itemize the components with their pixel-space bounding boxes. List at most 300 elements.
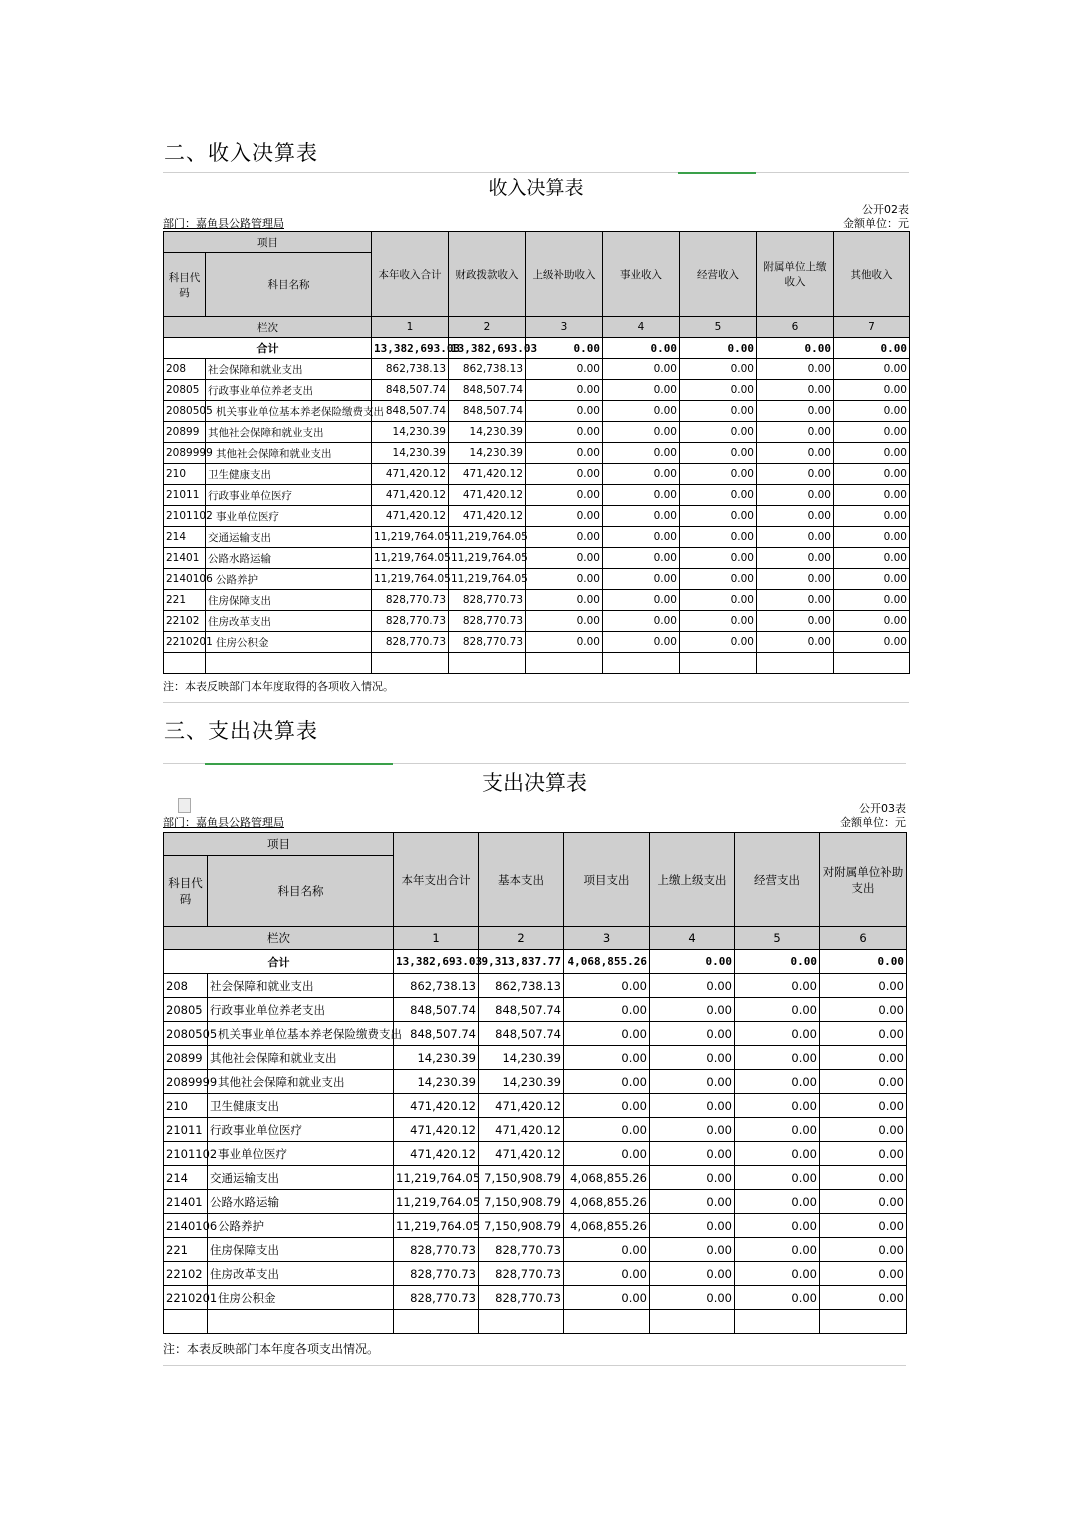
income-col-header: 上级补助收入 xyxy=(526,232,603,317)
subject-name-cell: 公路水路运输 xyxy=(208,1190,394,1214)
expense-lanci-cell: 2 xyxy=(479,927,564,950)
empty-cell xyxy=(479,1310,564,1334)
subject-code-cell: 20805 xyxy=(164,998,208,1022)
income-lanci-cell: 5 xyxy=(680,317,757,338)
amount-cell: 0.00 xyxy=(564,1262,650,1286)
amount-cell: 828,770.73 xyxy=(372,632,449,653)
subject-code-cell: 210 xyxy=(164,464,206,485)
empty-row xyxy=(164,1310,907,1334)
subject-name-cell: 行政事业单位医疗 xyxy=(208,1118,394,1142)
amount-cell: 0.00 xyxy=(735,1118,820,1142)
table-row xyxy=(164,1070,907,1094)
subject-name-cell: 住房公积金 xyxy=(206,632,372,653)
amount-cell: 828,770.73 xyxy=(479,1286,564,1310)
expense-lanci-label: 栏次 xyxy=(164,927,394,950)
amount-cell: 0.00 xyxy=(820,1022,907,1046)
amount-cell: 4,068,855.26 xyxy=(564,1214,650,1238)
income-sheet xyxy=(163,172,909,703)
amount-cell: 0.00 xyxy=(834,443,910,464)
amount-cell: 848,507.74 xyxy=(479,1022,564,1046)
amount-cell: 0.00 xyxy=(680,548,757,569)
subject-code-cell: 2080505 xyxy=(164,1022,208,1046)
table-row xyxy=(164,1142,907,1166)
empty-cell xyxy=(526,653,603,674)
expense-total-cell: 4,068,855.26 xyxy=(564,950,650,974)
subject-code-cell: 2080505 xyxy=(164,401,206,422)
amount-cell: 0.00 xyxy=(680,464,757,485)
amount-cell: 0.00 xyxy=(757,443,834,464)
amount-cell: 0.00 xyxy=(735,974,820,998)
amount-cell: 0.00 xyxy=(735,1070,820,1094)
amount-cell: 0.00 xyxy=(680,506,757,527)
amount-cell: 0.00 xyxy=(564,1070,650,1094)
subject-name-cell: 机关事业单位基本养老保险缴费支出 xyxy=(208,1022,394,1046)
amount-cell: 0.00 xyxy=(680,422,757,443)
amount-cell: 0.00 xyxy=(603,443,680,464)
subject-code-cell: 2210201 xyxy=(164,1286,208,1310)
amount-cell: 0.00 xyxy=(526,611,603,632)
subject-code-cell: 20805 xyxy=(164,380,206,401)
subject-code-cell: 21401 xyxy=(164,548,206,569)
amount-cell: 0.00 xyxy=(757,359,834,380)
expense-header-group: 项目 xyxy=(164,833,394,856)
amount-cell: 848,507.74 xyxy=(449,401,526,422)
amount-cell: 0.00 xyxy=(650,1214,735,1238)
empty-cell xyxy=(164,1310,208,1334)
amount-cell: 0.00 xyxy=(820,1046,907,1070)
amount-cell: 7,150,908.79 xyxy=(479,1190,564,1214)
amount-cell: 0.00 xyxy=(603,611,680,632)
amount-cell: 471,420.12 xyxy=(394,1118,479,1142)
subject-code-cell: 20899 xyxy=(164,422,206,443)
amount-cell: 0.00 xyxy=(603,590,680,611)
empty-cell xyxy=(394,1310,479,1334)
amount-cell: 0.00 xyxy=(526,569,603,590)
amount-cell: 0.00 xyxy=(735,1286,820,1310)
expense-total-label: 合计 xyxy=(164,950,394,974)
amount-cell: 0.00 xyxy=(680,401,757,422)
amount-cell: 0.00 xyxy=(603,464,680,485)
table-row xyxy=(164,380,910,401)
subject-name-cell: 社会保障和就业支出 xyxy=(206,359,372,380)
amount-cell: 7,150,908.79 xyxy=(479,1214,564,1238)
expense-lanci-cell: 6 xyxy=(820,927,907,950)
subject-code-cell: 21011 xyxy=(164,1118,208,1142)
amount-cell: 0.00 xyxy=(603,380,680,401)
subject-name-cell: 行政事业单位养老支出 xyxy=(206,380,372,401)
amount-cell: 0.00 xyxy=(526,548,603,569)
amount-cell: 0.00 xyxy=(834,632,910,653)
subject-name-cell: 交通运输支出 xyxy=(208,1166,394,1190)
amount-cell: 828,770.73 xyxy=(372,590,449,611)
empty-cell xyxy=(735,1310,820,1334)
subject-code-cell: 221 xyxy=(164,590,206,611)
expense-section-heading: 三、支出决算表 xyxy=(164,719,318,743)
table-row xyxy=(164,611,910,632)
subject-name-cell: 公路水路运输 xyxy=(206,548,372,569)
expense-note: 注：本表反映部门本年度各项支出情况。 xyxy=(163,1342,380,1356)
empty-cell xyxy=(680,653,757,674)
expense-lanci-cell: 3 xyxy=(564,927,650,950)
amount-cell: 0.00 xyxy=(735,1142,820,1166)
table-row xyxy=(164,527,910,548)
expense-table-title: 支出决算表 xyxy=(482,771,587,795)
amount-cell: 0.00 xyxy=(757,611,834,632)
amount-cell: 11,219,764.05 xyxy=(449,548,526,569)
income-table-title: 收入决算表 xyxy=(488,177,584,199)
subject-code-cell: 210 xyxy=(164,1094,208,1118)
amount-cell: 0.00 xyxy=(564,1142,650,1166)
amount-cell: 0.00 xyxy=(820,1118,907,1142)
amount-cell: 0.00 xyxy=(526,422,603,443)
amount-cell: 0.00 xyxy=(526,632,603,653)
amount-cell: 0.00 xyxy=(526,359,603,380)
amount-cell: 0.00 xyxy=(564,1046,650,1070)
amount-cell: 0.00 xyxy=(526,401,603,422)
amount-cell: 4,068,855.26 xyxy=(564,1166,650,1190)
amount-cell: 0.00 xyxy=(650,1262,735,1286)
expense-total-cell: 0.00 xyxy=(650,950,735,974)
income-lanci-cell: 1 xyxy=(372,317,449,338)
amount-cell: 471,420.12 xyxy=(372,506,449,527)
income-table xyxy=(163,231,910,674)
amount-cell: 0.00 xyxy=(834,464,910,485)
amount-cell: 0.00 xyxy=(526,464,603,485)
income-total-cell: 0.00 xyxy=(603,338,680,359)
amount-cell: 471,420.12 xyxy=(449,506,526,527)
income-total-cell: 0.00 xyxy=(526,338,603,359)
income-total-cell: 0.00 xyxy=(757,338,834,359)
amount-cell: 0.00 xyxy=(564,974,650,998)
expense-form-no: 公开03表 xyxy=(859,802,906,815)
amount-cell: 0.00 xyxy=(757,590,834,611)
subject-name-cell: 公路养护 xyxy=(206,569,372,590)
amount-cell: 0.00 xyxy=(603,359,680,380)
amount-cell: 0.00 xyxy=(820,1238,907,1262)
subject-name-cell: 事业单位医疗 xyxy=(208,1142,394,1166)
amount-cell: 0.00 xyxy=(834,380,910,401)
amount-cell: 848,507.74 xyxy=(394,998,479,1022)
expense-lanci-cell: 5 xyxy=(735,927,820,950)
income-col-code-header: 科目代码 xyxy=(164,253,206,317)
table-row xyxy=(164,485,910,506)
amount-cell: 0.00 xyxy=(650,1142,735,1166)
amount-cell: 11,219,764.05 xyxy=(394,1166,479,1190)
income-col-header: 经营收入 xyxy=(680,232,757,317)
income-department: 部门：嘉鱼县公路管理局 xyxy=(163,217,284,230)
subject-name-cell: 住房保障支出 xyxy=(206,590,372,611)
amount-cell: 0.00 xyxy=(820,1286,907,1310)
amount-cell: 0.00 xyxy=(757,548,834,569)
amount-cell: 0.00 xyxy=(650,1070,735,1094)
subject-name-cell: 其他社会保障和就业支出 xyxy=(206,422,372,443)
amount-cell: 0.00 xyxy=(680,611,757,632)
amount-cell: 0.00 xyxy=(834,548,910,569)
subject-code-cell: 208 xyxy=(164,359,206,380)
amount-cell: 0.00 xyxy=(834,422,910,443)
amount-cell: 11,219,764.05 xyxy=(449,527,526,548)
amount-cell: 0.00 xyxy=(735,1190,820,1214)
table-row xyxy=(164,548,910,569)
amount-cell: 7,150,908.79 xyxy=(479,1166,564,1190)
amount-cell: 0.00 xyxy=(650,974,735,998)
subject-name-cell: 公路养护 xyxy=(208,1214,394,1238)
subject-code-cell: 22102 xyxy=(164,1262,208,1286)
table-row xyxy=(164,1094,907,1118)
amount-cell: 0.00 xyxy=(650,1046,735,1070)
amount-cell: 0.00 xyxy=(834,401,910,422)
expense-total-cell: 13,382,693.03 xyxy=(394,950,479,974)
amount-cell: 848,507.74 xyxy=(449,380,526,401)
amount-cell: 0.00 xyxy=(820,1190,907,1214)
subject-name-cell: 行政事业单位养老支出 xyxy=(208,998,394,1022)
cell-cursor-mark xyxy=(678,172,756,174)
subject-name-cell: 社会保障和就业支出 xyxy=(208,974,394,998)
income-total-cell: 13,382,693.03 xyxy=(372,338,449,359)
amount-cell: 0.00 xyxy=(820,998,907,1022)
table-row xyxy=(164,1022,907,1046)
amount-cell: 0.00 xyxy=(650,1118,735,1142)
amount-cell: 0.00 xyxy=(735,1022,820,1046)
expense-col-name-header: 科目名称 xyxy=(208,856,394,927)
amount-cell: 0.00 xyxy=(735,1094,820,1118)
empty-cell xyxy=(820,1310,907,1334)
subject-code-cell: 214 xyxy=(164,1166,208,1190)
income-lanci-cell: 4 xyxy=(603,317,680,338)
subject-name-cell: 事业单位医疗 xyxy=(206,506,372,527)
amount-cell: 0.00 xyxy=(603,422,680,443)
income-lanci-label: 栏次 xyxy=(164,317,372,338)
subject-name-cell: 住房公积金 xyxy=(208,1286,394,1310)
amount-cell: 862,738.13 xyxy=(449,359,526,380)
expense-department: 部门：嘉鱼县公路管理局 xyxy=(163,816,284,829)
subject-name-cell: 卫生健康支出 xyxy=(208,1094,394,1118)
amount-cell: 0.00 xyxy=(650,1022,735,1046)
empty-cell xyxy=(372,653,449,674)
amount-cell: 0.00 xyxy=(564,1094,650,1118)
amount-cell: 848,507.74 xyxy=(394,1022,479,1046)
empty-cell xyxy=(603,653,680,674)
amount-cell: 0.00 xyxy=(757,632,834,653)
table-row xyxy=(164,1166,907,1190)
expense-col-header: 项目支出 xyxy=(564,833,650,927)
income-header-group: 项目 xyxy=(164,232,372,253)
table-row xyxy=(164,1238,907,1262)
amount-cell: 0.00 xyxy=(650,1238,735,1262)
amount-cell: 0.00 xyxy=(603,527,680,548)
subject-code-cell: 208 xyxy=(164,974,208,998)
amount-cell: 11,219,764.05 xyxy=(449,569,526,590)
amount-cell: 471,420.12 xyxy=(479,1142,564,1166)
subject-code-cell: 20899 xyxy=(164,1046,208,1070)
table-row xyxy=(164,974,907,998)
amount-cell: 4,068,855.26 xyxy=(564,1190,650,1214)
amount-cell: 14,230.39 xyxy=(394,1070,479,1094)
amount-cell: 0.00 xyxy=(650,1094,735,1118)
empty-cell xyxy=(164,653,206,674)
subject-name-cell: 其他社会保障和就业支出 xyxy=(208,1046,394,1070)
amount-cell: 0.00 xyxy=(564,998,650,1022)
amount-cell: 14,230.39 xyxy=(479,1046,564,1070)
amount-cell: 828,770.73 xyxy=(449,611,526,632)
amount-cell: 11,219,764.05 xyxy=(394,1214,479,1238)
amount-cell: 0.00 xyxy=(650,1166,735,1190)
checkbox-icon xyxy=(178,798,191,813)
expense-total-cell: 0.00 xyxy=(820,950,907,974)
subject-name-cell: 行政事业单位医疗 xyxy=(206,485,372,506)
amount-cell: 828,770.73 xyxy=(394,1262,479,1286)
amount-cell: 0.00 xyxy=(834,485,910,506)
table-row xyxy=(164,443,910,464)
amount-cell: 0.00 xyxy=(603,401,680,422)
table-row xyxy=(164,1286,907,1310)
amount-cell: 11,219,764.05 xyxy=(372,527,449,548)
amount-cell: 471,420.12 xyxy=(479,1118,564,1142)
subject-code-cell: 2089999 xyxy=(164,1070,208,1094)
income-total-cell: 0.00 xyxy=(834,338,910,359)
amount-cell: 0.00 xyxy=(680,569,757,590)
amount-cell: 0.00 xyxy=(757,464,834,485)
amount-cell: 0.00 xyxy=(757,506,834,527)
subject-name-cell: 其他社会保障和就业支出 xyxy=(208,1070,394,1094)
cell-cursor-mark xyxy=(205,763,393,765)
empty-cell xyxy=(449,653,526,674)
amount-cell: 0.00 xyxy=(680,380,757,401)
amount-cell: 0.00 xyxy=(526,443,603,464)
amount-cell: 0.00 xyxy=(680,485,757,506)
subject-name-cell: 其他社会保障和就业支出 xyxy=(206,443,372,464)
amount-cell: 0.00 xyxy=(757,569,834,590)
table-row xyxy=(164,464,910,485)
income-form-no: 公开02表 xyxy=(862,203,909,216)
income-total-cell: 0.00 xyxy=(680,338,757,359)
income-total-label: 合计 xyxy=(164,338,372,359)
table-row xyxy=(164,569,910,590)
subject-name-cell: 卫生健康支出 xyxy=(206,464,372,485)
empty-cell xyxy=(650,1310,735,1334)
table-row xyxy=(164,632,910,653)
amount-cell: 848,507.74 xyxy=(372,401,449,422)
subject-code-cell: 221 xyxy=(164,1238,208,1262)
income-lanci-cell: 6 xyxy=(757,317,834,338)
income-lanci-cell: 7 xyxy=(834,317,910,338)
amount-cell: 0.00 xyxy=(834,590,910,611)
amount-cell: 11,219,764.05 xyxy=(372,569,449,590)
income-col-header: 其他收入 xyxy=(834,232,910,317)
empty-cell xyxy=(834,653,910,674)
table-row xyxy=(164,1118,907,1142)
amount-cell: 828,770.73 xyxy=(479,1238,564,1262)
amount-cell: 828,770.73 xyxy=(479,1262,564,1286)
amount-cell: 0.00 xyxy=(603,632,680,653)
subject-code-cell: 2140106 xyxy=(164,569,206,590)
subject-name-cell: 交通运输支出 xyxy=(206,527,372,548)
amount-cell: 14,230.39 xyxy=(449,422,526,443)
amount-cell: 0.00 xyxy=(820,1142,907,1166)
table-row xyxy=(164,1190,907,1214)
income-lanci-cell: 3 xyxy=(526,317,603,338)
amount-cell: 828,770.73 xyxy=(372,611,449,632)
amount-cell: 0.00 xyxy=(757,485,834,506)
subject-name-cell: 住房改革支出 xyxy=(206,611,372,632)
subject-code-cell: 2140106 xyxy=(164,1214,208,1238)
income-note: 注：本表反映部门本年度取得的各项收入情况。 xyxy=(163,680,394,693)
income-col-header: 本年收入合计 xyxy=(372,232,449,317)
subject-code-cell: 2210201 xyxy=(164,632,206,653)
amount-cell: 0.00 xyxy=(603,548,680,569)
table-row xyxy=(164,1262,907,1286)
amount-cell: 0.00 xyxy=(834,359,910,380)
amount-cell: 0.00 xyxy=(820,1094,907,1118)
table-row xyxy=(164,422,910,443)
expense-col-header: 上缴上级支出 xyxy=(650,833,735,927)
amount-cell: 0.00 xyxy=(526,527,603,548)
amount-cell: 862,738.13 xyxy=(372,359,449,380)
amount-cell: 0.00 xyxy=(834,611,910,632)
income-section-heading: 二、收入决算表 xyxy=(164,141,318,165)
income-unit: 金额单位：元 xyxy=(843,217,909,230)
expense-total-cell: 9,313,837.77 xyxy=(479,950,564,974)
amount-cell: 0.00 xyxy=(526,380,603,401)
amount-cell: 0.00 xyxy=(834,527,910,548)
subject-code-cell: 21011 xyxy=(164,485,206,506)
table-row xyxy=(164,401,910,422)
amount-cell: 0.00 xyxy=(564,1286,650,1310)
empty-cell xyxy=(757,653,834,674)
amount-cell: 0.00 xyxy=(680,443,757,464)
amount-cell: 0.00 xyxy=(603,569,680,590)
amount-cell: 0.00 xyxy=(526,485,603,506)
table-row xyxy=(164,998,907,1022)
amount-cell: 471,420.12 xyxy=(372,464,449,485)
subject-code-cell: 22102 xyxy=(164,611,206,632)
expense-col-header: 基本支出 xyxy=(479,833,564,927)
amount-cell: 0.00 xyxy=(650,1286,735,1310)
amount-cell: 0.00 xyxy=(680,632,757,653)
amount-cell: 862,738.13 xyxy=(394,974,479,998)
amount-cell: 828,770.73 xyxy=(394,1286,479,1310)
amount-cell: 0.00 xyxy=(820,1166,907,1190)
amount-cell: 0.00 xyxy=(735,1046,820,1070)
amount-cell: 0.00 xyxy=(564,1238,650,1262)
amount-cell: 0.00 xyxy=(735,1262,820,1286)
income-total-cell: 13,382,693.03 xyxy=(449,338,526,359)
amount-cell: 471,420.12 xyxy=(372,485,449,506)
amount-cell: 0.00 xyxy=(526,590,603,611)
amount-cell: 471,420.12 xyxy=(394,1094,479,1118)
amount-cell: 848,507.74 xyxy=(479,998,564,1022)
expense-sheet xyxy=(163,763,906,1366)
income-col-header: 财政拨款收入 xyxy=(449,232,526,317)
subject-code-cell: 214 xyxy=(164,527,206,548)
amount-cell: 0.00 xyxy=(820,974,907,998)
amount-cell: 0.00 xyxy=(735,1166,820,1190)
expense-col-header: 对附属单位补助支出 xyxy=(820,833,907,927)
amount-cell: 0.00 xyxy=(526,506,603,527)
empty-row xyxy=(164,653,910,674)
subject-code-cell: 2101102 xyxy=(164,1142,208,1166)
amount-cell: 471,420.12 xyxy=(449,464,526,485)
amount-cell: 0.00 xyxy=(820,1214,907,1238)
expense-col-header: 本年支出合计 xyxy=(394,833,479,927)
amount-cell: 828,770.73 xyxy=(394,1238,479,1262)
subject-name-cell: 机关事业单位基本养老保险缴费支出 xyxy=(206,401,372,422)
table-row xyxy=(164,1214,907,1238)
amount-cell: 848,507.74 xyxy=(372,380,449,401)
amount-cell: 11,219,764.05 xyxy=(394,1190,479,1214)
amount-cell: 0.00 xyxy=(650,998,735,1022)
amount-cell: 0.00 xyxy=(564,1022,650,1046)
